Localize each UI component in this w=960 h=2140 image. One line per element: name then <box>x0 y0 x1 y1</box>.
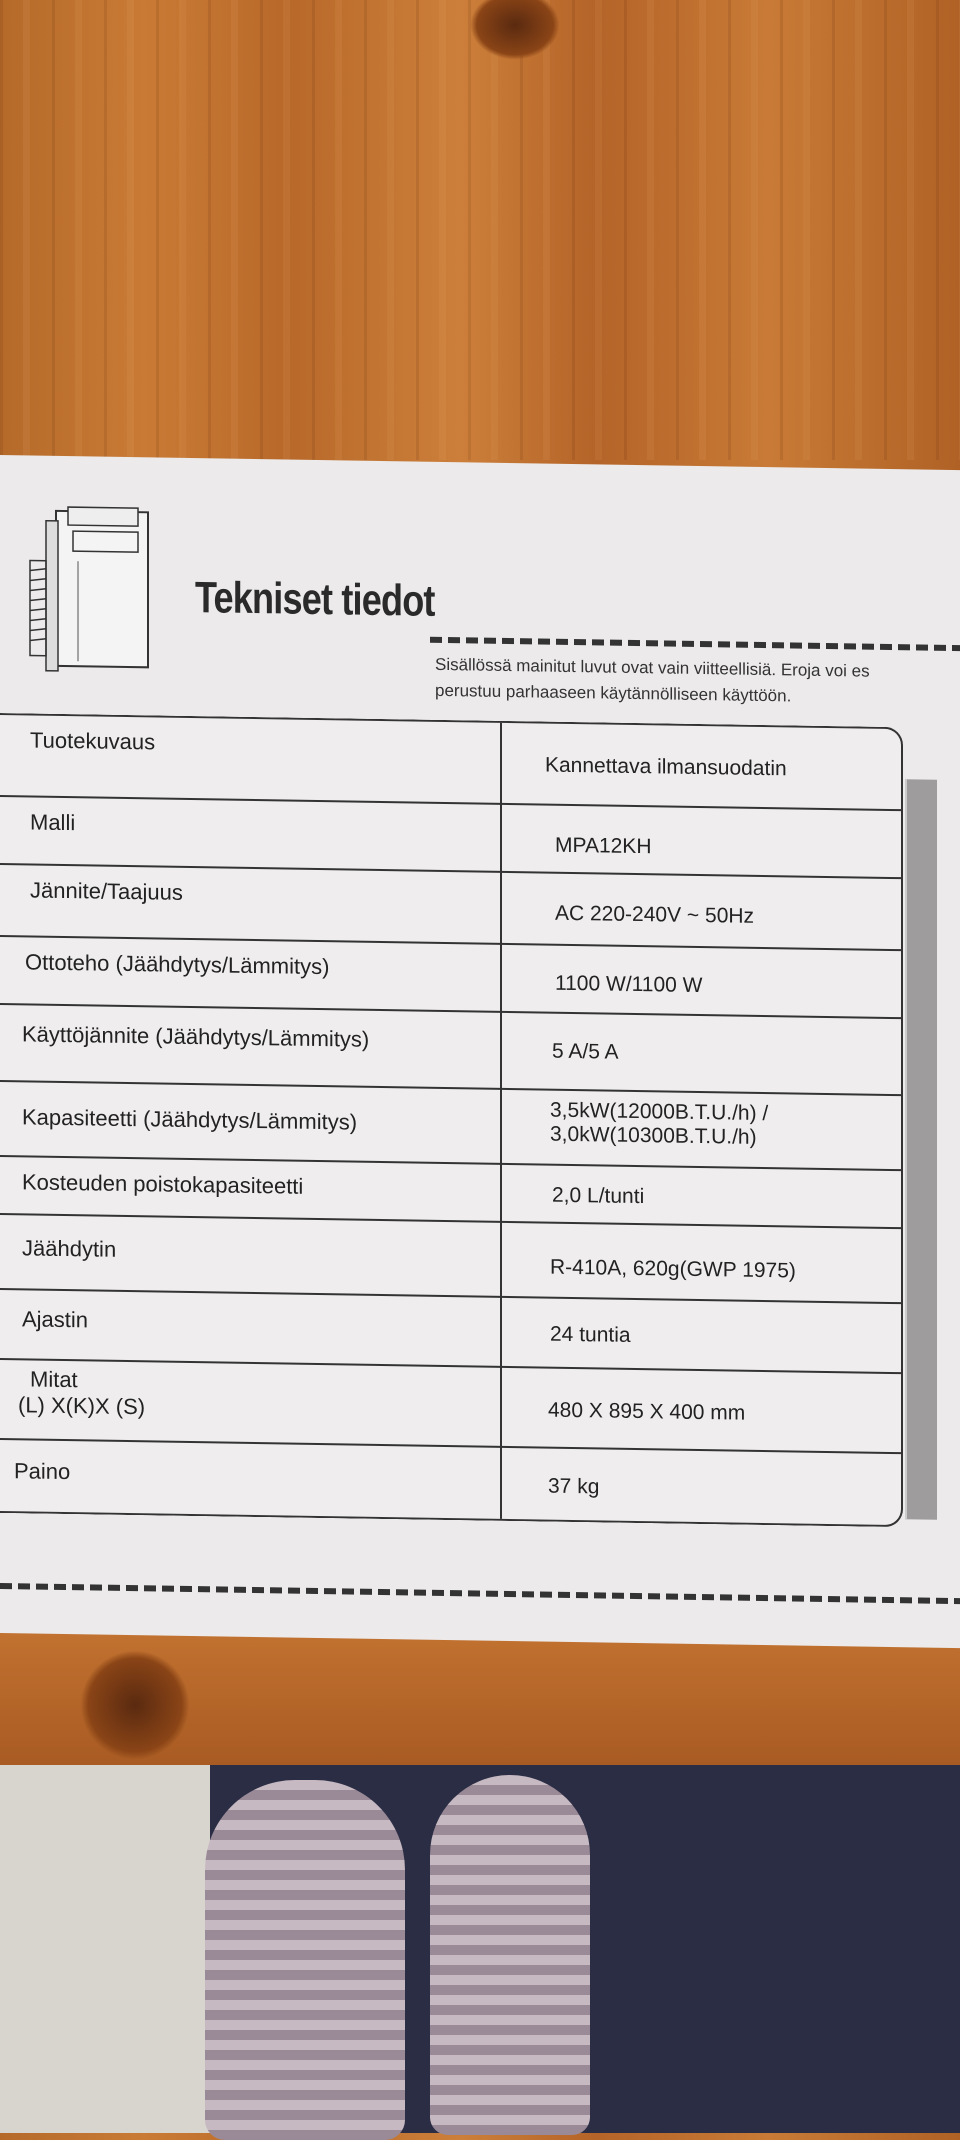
spec-label: Tuotekuvaus <box>30 727 156 755</box>
spec-value: Kannettava ilmansuodatin <box>545 753 787 781</box>
sock-left <box>205 1780 405 2140</box>
sock-right <box>430 1775 590 2135</box>
disclaimer-line: perustuu parhaaseen käytännölliseen käyttöön. <box>435 680 792 706</box>
dashed-divider <box>430 637 960 651</box>
next-page-edge <box>905 779 937 1520</box>
spec-table <box>0 713 903 1527</box>
spec-value: 1100 W/1100 W <box>555 971 703 998</box>
page-title: Tekniset tiedot <box>195 573 435 626</box>
manual-page <box>0 455 960 1648</box>
spec-label: Malli <box>30 809 76 836</box>
wood-table-background <box>0 0 960 460</box>
dashed-divider <box>0 1583 960 1604</box>
spec-label: Ajastin <box>22 1306 89 1333</box>
table-row <box>0 715 901 811</box>
spec-value-line: 3,0kW(10300B.T.U./h) <box>550 1122 757 1149</box>
table-row <box>0 1215 901 1304</box>
spec-label: Jäähdytin <box>22 1235 117 1262</box>
spec-label-line: (L) X(K)X (S) <box>18 1392 146 1420</box>
spec-value: R-410A, 620g(GWP 1975) <box>550 1255 796 1283</box>
spec-value: 24 tuntia <box>550 1322 631 1347</box>
floor-tile <box>0 1765 210 2133</box>
spec-value: 5 A/5 A <box>552 1039 619 1064</box>
disclaimer-note <box>435 652 870 711</box>
spec-value: 37 kg <box>548 1474 600 1499</box>
spec-value-line: 3,5kW(12000B.T.U./h) / <box>550 1098 769 1126</box>
spec-label-line: Mitat <box>30 1366 78 1393</box>
spec-label: Ottoteho (Jäähdytys/Lämmitys) <box>25 949 330 980</box>
portable-air-conditioner-icon <box>28 500 153 682</box>
wood-knot <box>80 1650 190 1760</box>
spec-value <box>550 1099 768 1150</box>
table-row <box>0 1440 901 1529</box>
spec-value: 480 X 895 X 400 mm <box>548 1398 746 1425</box>
spec-label: Jännite/Taajuus <box>30 877 183 905</box>
spec-label: Käyttöjännite (Jäähdytys/Lämmitys) <box>22 1021 370 1052</box>
spec-label <box>18 1366 145 1420</box>
spec-label: Kosteuden poistokapasiteetti <box>22 1169 304 1199</box>
table-row <box>0 1360 901 1454</box>
disclaimer-line: Sisällössä mainitut luvut ovat vain viitteellisiä. Eroja voi es <box>435 654 870 681</box>
spec-value: AC 220-240V ~ 50Hz <box>555 901 755 928</box>
table-row <box>0 1082 901 1171</box>
spec-value: 2,0 L/tunti <box>552 1183 645 1209</box>
spec-label: Kapasiteetti (Jäähdytys/Lämmitys) <box>22 1104 358 1135</box>
spec-label: Paino <box>14 1458 71 1485</box>
table-row <box>0 1005 901 1096</box>
spec-value: MPA12KH <box>555 833 652 859</box>
